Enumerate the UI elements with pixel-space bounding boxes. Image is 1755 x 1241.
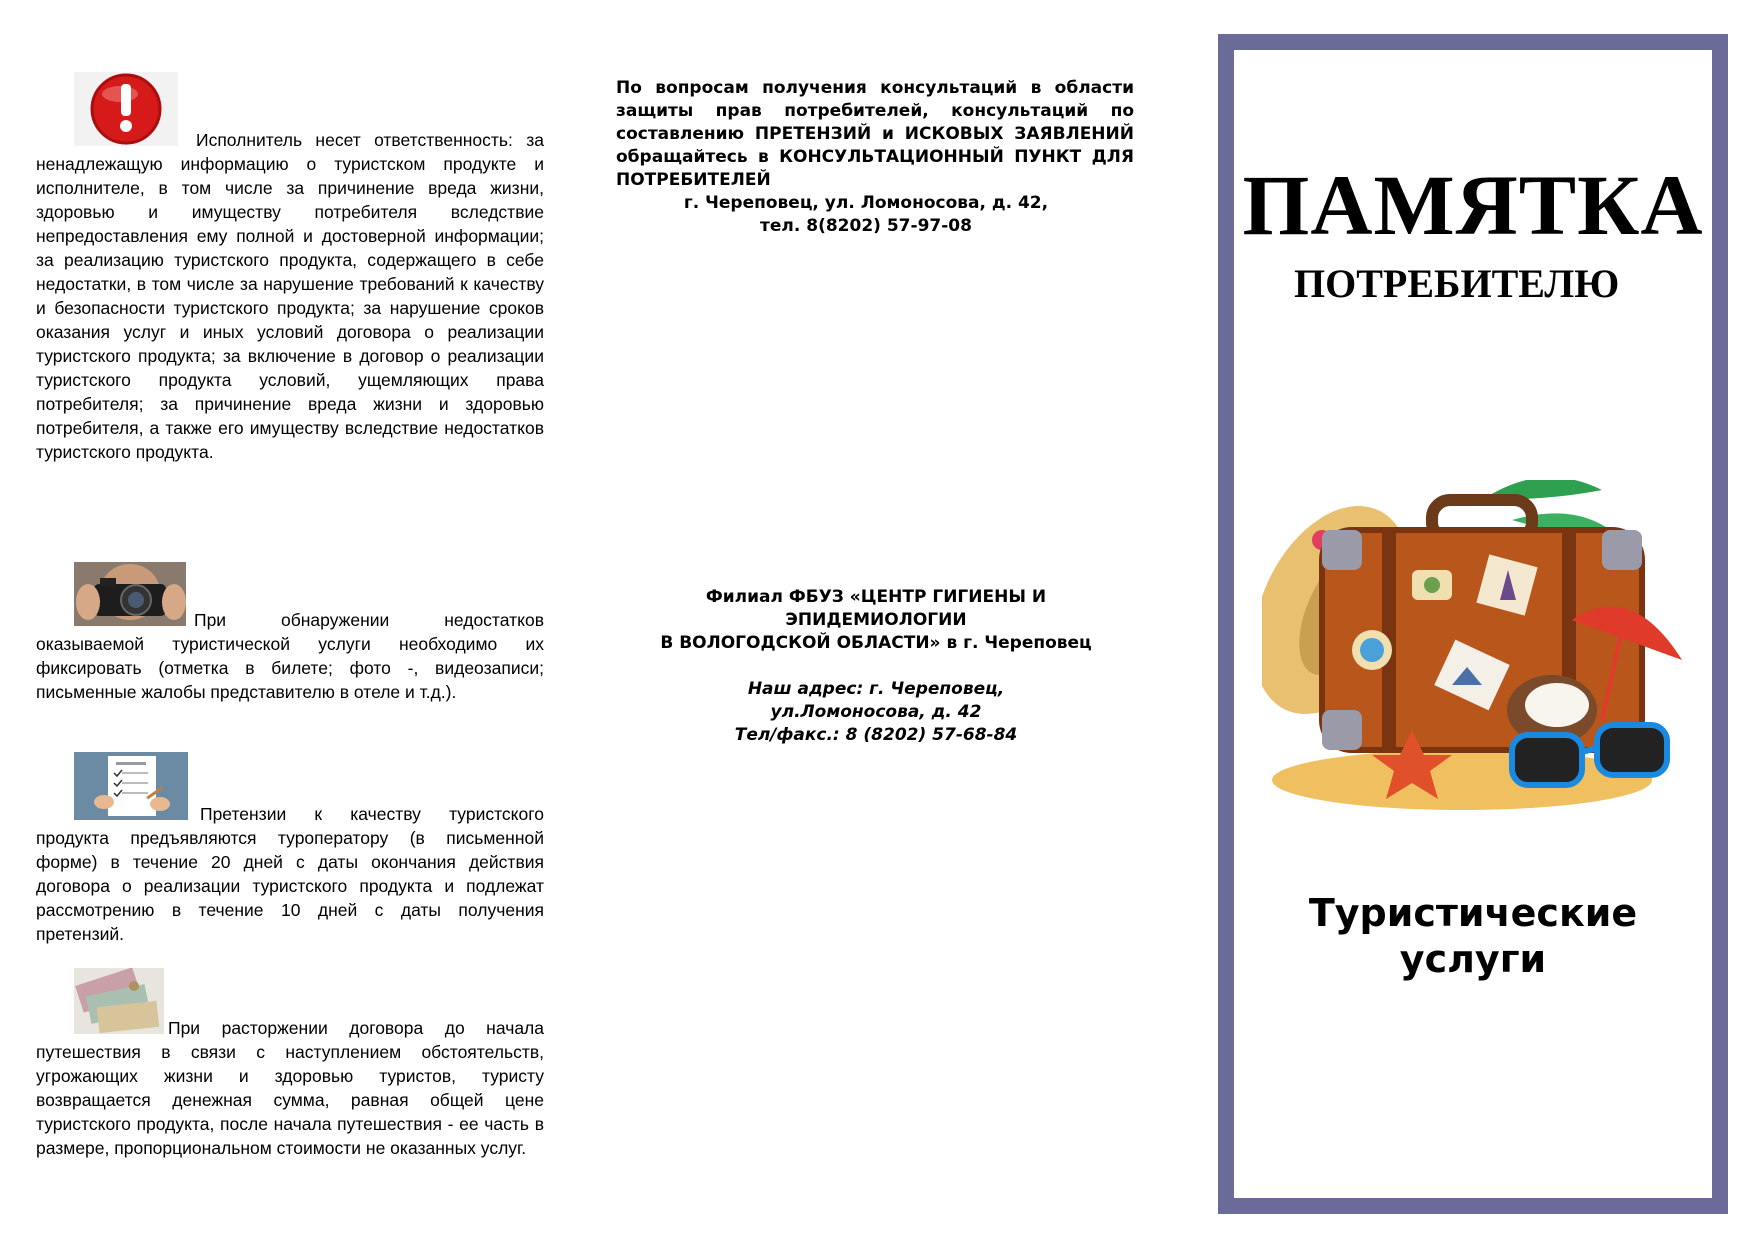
liability-section	[36, 72, 544, 464]
camera-icon	[74, 562, 186, 632]
defects-section	[36, 562, 544, 704]
claim-document-icon	[74, 752, 188, 826]
consultation-phone: тел. 8(8202) 57-97-08	[760, 216, 972, 236]
claims-section	[36, 752, 544, 946]
suitcase-illustration	[1262, 480, 1692, 825]
branch-address-line2: ул.Ломоносова, д. 42	[770, 702, 982, 722]
termination-text: При расторжении договора до начала путешествия в связи с наступлением обстоятельств, угрожающих жизни и здоровью туристов, туристу возвращается денежная сумма, равная общей цене туристского продукта, после начала путешествия - ее часть в размере, пропорциональном стоимости не оказанных услуг.	[36, 1018, 544, 1158]
middle-column	[616, 77, 1136, 238]
branch-name-line1: Филиал ФБУЗ «ЦЕНТР ГИГИЕНЫ И	[705, 587, 1047, 607]
branch-name-line2: ЭПИДЕМИОЛОГИИ	[785, 610, 967, 630]
termination-section	[36, 968, 544, 1160]
branch-name-line3: В ВОЛОГОДСКОЙ ОБЛАСТИ» в г. Череповец	[660, 633, 1092, 653]
claims-text: Претензии к качеству туристского продукта предъявляются туроператору (в письменной форме) в течение 20 дней с даты окончания действия договора о реализации туристского продукта и подлежат рассмотрению в течение 10 дней с даты получения претензий.	[36, 804, 544, 944]
cover-footer-line1: Туристические	[1308, 891, 1638, 935]
cover-panel	[1218, 34, 1728, 1214]
cover-footer	[1234, 890, 1712, 982]
defects-text: При обнаружении недостатков оказываемой туристической услуги необходимо их фиксировать (отметка в билете; фото -, видеозаписи; письменные жалобы представителю в отеле и т.д.).	[36, 610, 544, 702]
branch-address-line1: Наш адрес: г. Череповец,	[747, 679, 1005, 699]
consultation-text: По вопросам получения консультаций в области защиты прав потребителей, консультаций по составлению ПРЕТЕНЗИЙ и ИСКОВЫХ ЗАЯВЛЕНИЙ обращайтесь в КОНСУЛЬТАЦИОННЫЙ ПУНКТ ДЛЯ ПОТРЕБИТЕЛЕЙ	[616, 78, 1134, 190]
money-icon	[74, 968, 164, 1040]
consultation-address: г. Череповец, ул. Ломоносова, д. 42,	[683, 193, 1049, 213]
cover-subtitle: ПОТРЕБИТЕЛЮ	[1294, 261, 1620, 306]
exclamation-icon	[74, 72, 178, 152]
cover-title: ПАМЯТКА	[1242, 157, 1704, 253]
branch-contacts	[616, 586, 1136, 747]
cover-footer-line2: услуги	[1399, 937, 1547, 981]
branch-phone: Тел/факс.: 8 (8202) 57-68-84	[734, 725, 1018, 745]
liability-text: Исполнитель несет ответственность: за ненадлежащую информацию о туристском продукте и исполнителе, в том числе за причинение вреда жизни, здоровью и имуществу потребителя вследствие непредоставления ему полной и достоверной информации; за реализацию туристского продукта, содержащего в себе недостатки, в том числе за нарушение требований к качеству и безопасности туристского продукта; за нарушение сроков оказания услуг и иных условий договора о реализации туристского продукта; за включение в договор о реализации туристского продукта условий, ущемляющих права потребителя; за причинение вреда жизни и здоровью потребителя, а также его имуществу вследствие недостатков туристского продукта.	[36, 130, 544, 462]
